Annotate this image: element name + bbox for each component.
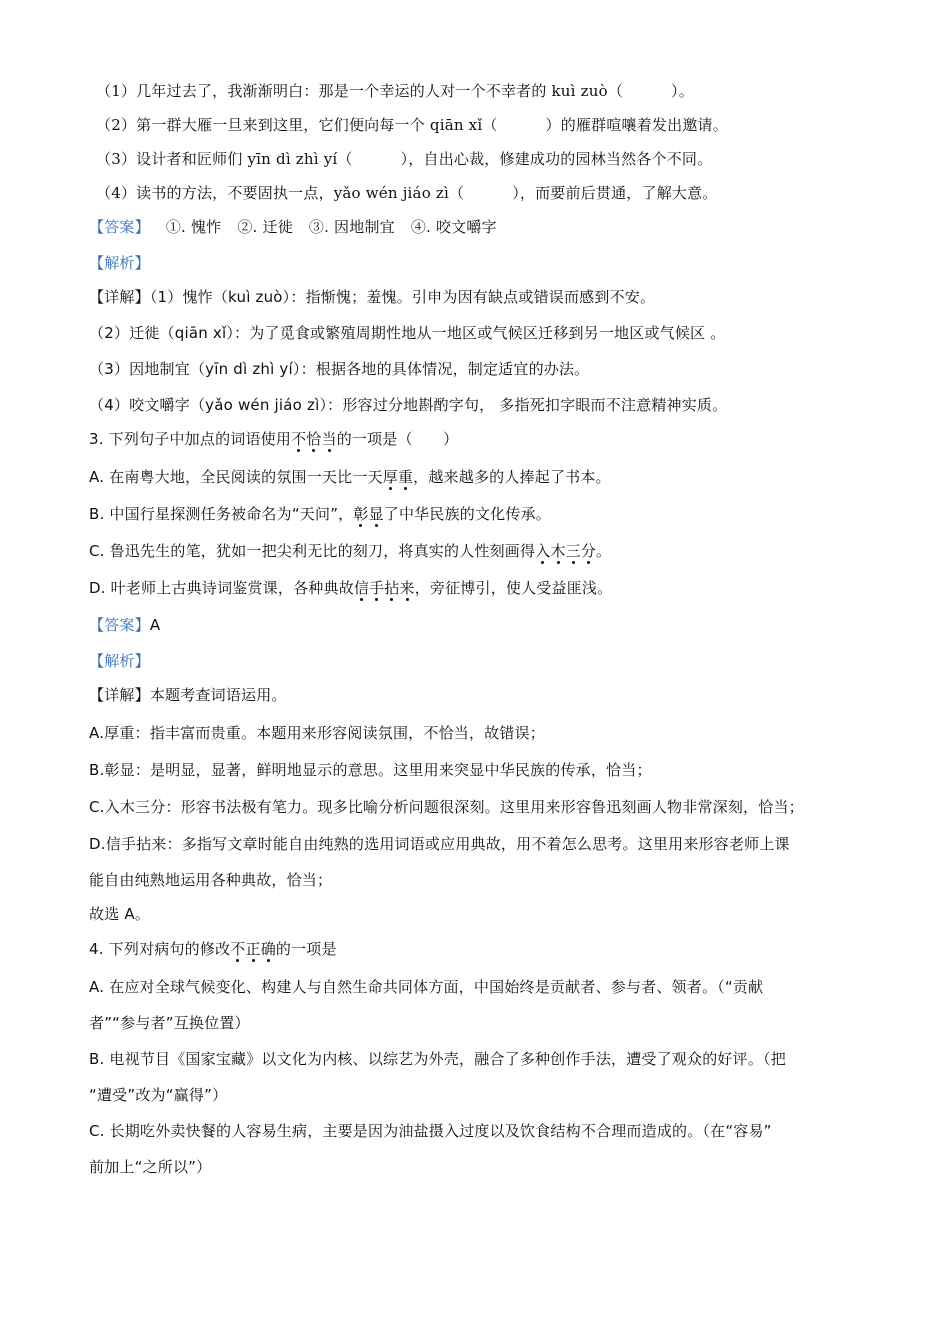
q2-item-1-tail: ）。	[671, 82, 694, 100]
q4-option-a-line-2: 者”“参与者”互换位置）	[89, 1014, 250, 1032]
q2-item-3-tail: ），自出心裁，修建成功的园林当然各个不同。	[400, 150, 713, 168]
q4-stem	[89, 938, 337, 960]
q4-option-a-line-1: A. 在应对全球气候变化、构建人与自然生命共同体方面，中国始终是贡献者、参与者、领者。（“贡献	[89, 978, 764, 996]
q3-analysis-label: 【解析】	[89, 652, 150, 670]
q4-stem-text: 4. 下列对病句的修改	[89, 940, 231, 958]
emphasis-char: 恰	[306, 430, 322, 448]
q2-detail-line-2: （2）迁徙（qiān xǐ）：为了觅食或繁殖周期性地从一地区或气候区迁移到另一地区或气候区 。	[89, 324, 726, 342]
q3-stem-text: 3. 下列句子中加点的词语使用	[89, 430, 292, 448]
q2-detail-line-1	[89, 286, 655, 308]
detail-label: 【详解】	[89, 686, 150, 704]
dotted-term	[383, 468, 413, 486]
detail-text: （1）愧怍（kuì zuò）：指惭愧；羞愧。引申为因有缺点或错误而感到不安。	[149, 288, 656, 306]
answer-item: ③. 因地制宜	[308, 218, 395, 236]
emphasis-char: 显	[368, 505, 384, 523]
q2-analysis-label: 【解析】	[89, 254, 150, 272]
emphasis-char: 拈	[384, 579, 400, 597]
q3-detail-line-2: A.厚重：指丰富而贵重。本题用来形容阅读氛围，不恰当，故错误；	[89, 724, 545, 742]
dotted-term	[354, 579, 415, 597]
answer-item: ④. 咬文嚼字	[410, 218, 497, 236]
q4-option-c-line-1: C. 长期吃外卖快餐的人容易生病，主要是因为油盐摄入过度以及饮食结构不合理而造成的。（在“容易”	[89, 1122, 772, 1140]
emphasis-char: 来	[399, 579, 415, 597]
q2-item-1-text: （1）几年过去了，我渐渐明白：那是一个幸运的人对一个不幸者的 kuì zuò（	[96, 82, 624, 100]
answer-item: ①. 愧怍	[165, 218, 222, 236]
emphasis-char: 木	[550, 542, 566, 560]
q3-option-a: A. 在南粤大地，全民阅读的氛围一天比一天厚重，越来越多的人捧起了书本。	[89, 468, 611, 486]
q3-detail-line-4: C.入木三分：形容书法极有笔力。现多比喻分析问题很深刻。这里用来形容鲁迅刻画人物非常深刻，恰当；	[89, 798, 804, 816]
emphasis-char: 入	[535, 542, 551, 560]
q2-item-3	[96, 148, 712, 170]
detail-label: 【详解】	[89, 288, 150, 306]
emphasis-char: 不	[291, 430, 307, 448]
q2-item-3-text: （3）设计者和匠师们 yīn dì zhì yí（	[96, 150, 353, 168]
q3-option-d: D. 叶老师上古典诗词鉴赏课，各种典故信手拈来，旁征博引，使人受益匪浅。	[89, 579, 613, 597]
detail-text: 本题考查词语运用。	[149, 686, 287, 704]
emphasis-char: 分	[580, 542, 597, 560]
q3-detail-line-6: 能自由纯熟地运用各种典故，恰当；	[89, 871, 333, 889]
q4-stem-tail: 的一项是	[275, 940, 337, 958]
q3-detail-line-7: 故选 A。	[89, 905, 151, 923]
q2-item-4-tail: ），而要前后贯通，了解大意。	[512, 184, 718, 202]
q4-emphasis	[230, 940, 276, 958]
q2-detail-line-4: （4）咬文嚼字（yǎo wén jiáo zì）：形容过分地斟酌字句， 多指死扣字眼而不注意精神实质。	[89, 396, 728, 414]
answer-value: A	[149, 616, 161, 634]
emphasis-char: 信	[353, 579, 370, 597]
emphasis-char: 手	[369, 579, 385, 597]
q3-detail-line-1	[89, 684, 287, 706]
emphasis-char: 当	[321, 430, 337, 448]
answer-label: 【答案】	[89, 218, 150, 236]
q3-option-b: B. 中国行星探测任务被命名为“天问”，彰显了中华民族的文化传承。	[89, 505, 551, 523]
q2-item-2-tail: ）的雁群喧嚷着发出邀请。	[545, 116, 728, 134]
q2-item-4-text: （4）读书的方法，不要固执一点，yǎo wén jiáo zì（	[96, 184, 465, 202]
emphasis-char: 正	[245, 940, 261, 958]
q2-item-2	[96, 114, 728, 136]
emphasis-char: 彰	[353, 505, 369, 523]
q3-stem	[89, 428, 458, 450]
q4-option-c-line-2: 前加上“之所以”）	[89, 1158, 212, 1176]
q3-detail-line-3: B.彰显：是明显，显著，鲜明地显示的意思。这里用来突显中华民族的传承，恰当；	[89, 761, 652, 779]
dotted-term	[353, 505, 383, 523]
q3-stem-tail: 的一项是（ ）	[336, 430, 459, 448]
q2-item-2-text: （2）第一群大雁一旦来到这里，它们便向每一个 qiān xǐ（	[96, 116, 498, 134]
q3-emphasis	[291, 430, 337, 448]
emphasis-char: 不	[230, 940, 246, 958]
q3-answer-line	[89, 614, 160, 636]
q2-item-4	[96, 182, 718, 204]
q2-detail-line-3: （3）因地制宜（yīn dì zhì yí）：根据各地的具体情况，制定适宜的办法。	[89, 360, 590, 378]
q2-item-1	[96, 80, 694, 102]
q2-answer-line	[89, 216, 497, 238]
q3-option-c: C. 鲁迅先生的笔，犹如一把尖利无比的刻刀，将真实的人性刻画得入木三分。	[89, 542, 612, 560]
answer-item: ②. 迁徙	[237, 218, 293, 236]
emphasis-char: 三	[565, 542, 581, 560]
answer-label: 【答案】	[89, 616, 150, 634]
emphasis-char: 重	[397, 468, 414, 486]
q4-option-b-line-2: “遭受”改为“赢得”）	[89, 1086, 228, 1104]
emphasis-char: 确	[260, 940, 276, 958]
q3-detail-line-5: D.信手拈来：多指写文章时能自由纯熟的选用词语或应用典故，用不着怎么思考。这里用来形容老师上课	[89, 835, 790, 853]
dotted-term	[535, 542, 596, 560]
emphasis-char: 厚	[382, 468, 398, 486]
q4-option-b-line-1: B. 电视节目《国家宝藏》以文化为内核、以综艺为外壳，融合了多种创作手法，遭受了观众的好评。（把	[89, 1050, 786, 1068]
